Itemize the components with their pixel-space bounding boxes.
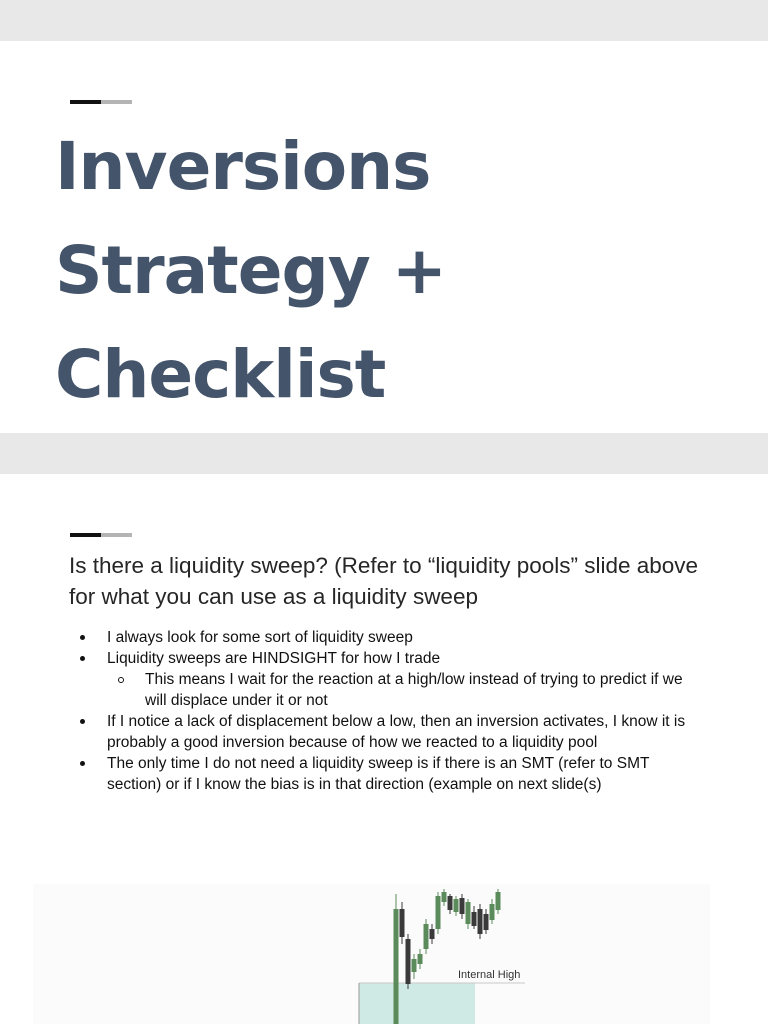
bullet-item: If I notice a lack of displacement below a low, then an inversion activates, I know it is probably a good inversion because of how we reacted to a liquidity pool bbox=[79, 711, 699, 753]
candlestick-chart-image bbox=[33, 884, 710, 1024]
bullet-item: I always look for some sort of liquidity sweep bbox=[79, 627, 699, 648]
title-line: Checklist bbox=[55, 336, 386, 413]
candle-body bbox=[424, 924, 429, 949]
title-line: Inversions bbox=[55, 128, 431, 205]
internal-high-label: Internal High bbox=[458, 969, 521, 981]
candle-body bbox=[400, 909, 405, 937]
candle-body bbox=[430, 929, 435, 939]
candle-body bbox=[484, 914, 489, 930]
sub-bullet-item: This means I wait for the reaction at a high/low instead of trying to predict if we will displace under it or not bbox=[107, 669, 699, 711]
bullet-item bbox=[79, 648, 699, 711]
candle-body bbox=[448, 896, 453, 910]
candle-body bbox=[478, 909, 483, 934]
candle-body bbox=[490, 904, 495, 920]
candle-body bbox=[460, 898, 465, 914]
candle-body bbox=[406, 939, 411, 984]
slide-heading: Is there a liquidity sweep? (Refer to “liquidity pools” slide above for what you can use as a liquidity sweep bbox=[69, 553, 699, 609]
sub-bullet-list bbox=[107, 669, 699, 711]
candle-body bbox=[454, 899, 459, 912]
candle-body bbox=[442, 892, 447, 902]
candle-body bbox=[472, 912, 477, 926]
slide-title bbox=[55, 115, 446, 427]
checklist-slide bbox=[0, 474, 768, 1024]
bullet-item: The only time I do not need a liquidity sweep is if there is an SMT (refer to SMT section) or if I know the bias is in that direction (example on next slide(s) bbox=[79, 753, 699, 795]
candle-body bbox=[418, 954, 423, 964]
candle-body bbox=[436, 896, 441, 929]
candlestick-chart-svg bbox=[33, 884, 710, 1024]
candle-body bbox=[412, 959, 417, 972]
liquidity-zone bbox=[359, 983, 475, 1024]
title-slide bbox=[0, 41, 768, 433]
candle-body bbox=[394, 909, 399, 1024]
title-line: Strategy + bbox=[55, 232, 447, 309]
candle-body bbox=[466, 902, 471, 924]
bullet-list bbox=[79, 627, 699, 795]
candle-body bbox=[496, 892, 501, 910]
bullet-text: Liquidity sweeps are HINDSIGHT for how I trade bbox=[107, 650, 441, 667]
